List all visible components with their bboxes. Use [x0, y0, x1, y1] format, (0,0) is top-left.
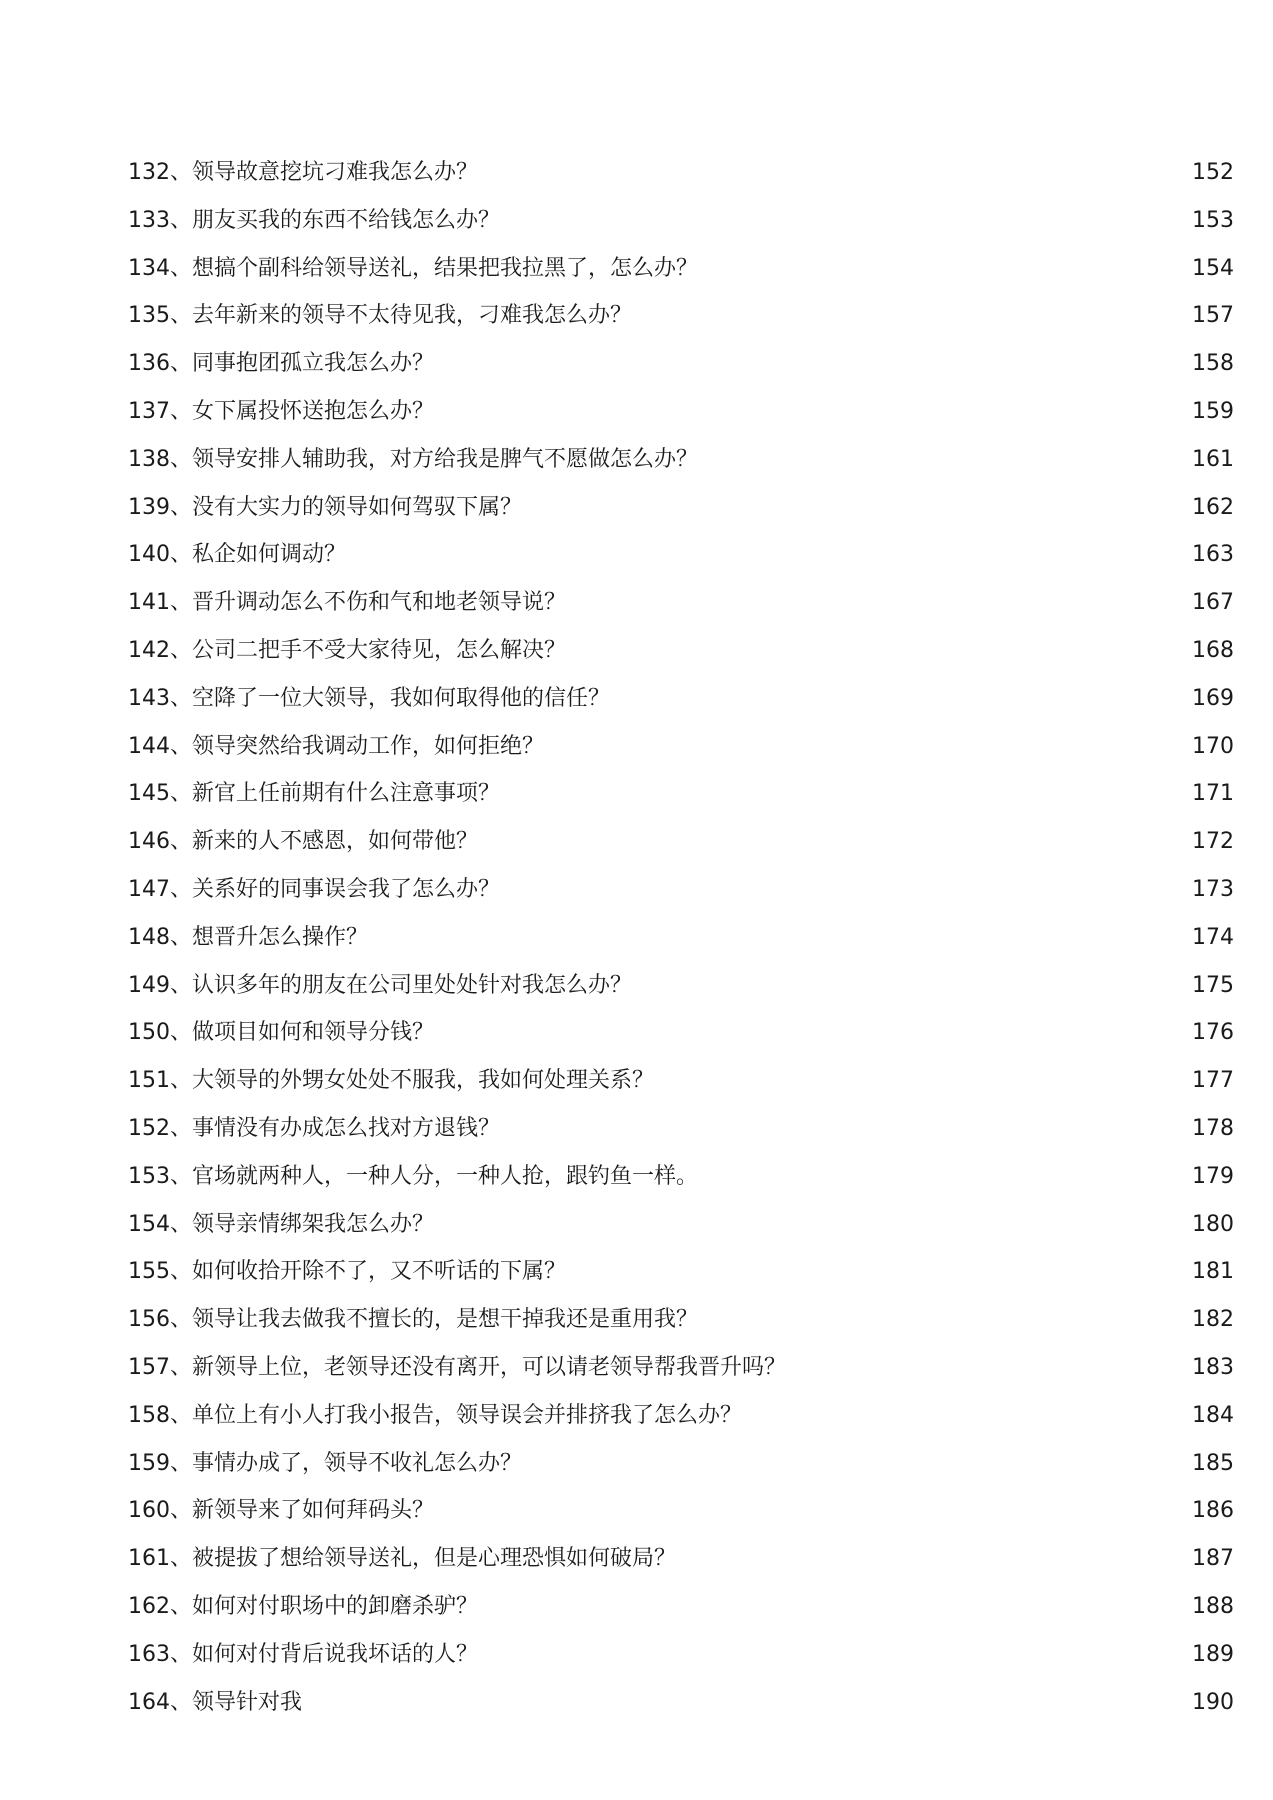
toc-entry-page: 181: [1192, 1259, 1234, 1285]
toc-entry[interactable]: [128, 1019, 1234, 1067]
toc-entry-page: 186: [1192, 1498, 1234, 1524]
toc-entry-title: 139、没有大实力的领导如何驾驭下属？: [128, 494, 522, 520]
toc-entry-title: 134、想搞个副科给领导送礼，结果把我拉黑了，怎么办？: [128, 255, 698, 281]
toc-entry[interactable]: [128, 685, 1234, 733]
toc-entry-title: 157、新领导上位，老领导还没有离开，可以请老领导帮我晋升吗？: [128, 1354, 786, 1380]
toc-entry-title: 150、做项目如何和领导分钱？: [128, 1020, 434, 1046]
toc-entry-page: 162: [1192, 494, 1234, 520]
toc-entry-page: 170: [1192, 733, 1234, 759]
toc-entry[interactable]: [128, 733, 1234, 781]
toc-entry-title: 155、如何收拾开除不了，又不听话的下属？: [128, 1259, 566, 1285]
toc-entry[interactable]: [128, 207, 1234, 255]
toc-entry-title: 148、想晋升怎么操作？: [128, 924, 368, 950]
toc-entry[interactable]: [128, 1211, 1234, 1259]
toc-entry[interactable]: [128, 446, 1234, 494]
toc-entry-title: 144、领导突然给我调动工作，如何拒绝？: [128, 733, 544, 759]
toc-entry-page: 154: [1192, 255, 1234, 281]
toc-entry[interactable]: [128, 1593, 1234, 1641]
toc-entry-page: 152: [1192, 160, 1234, 185]
toc-entry-title: 135、去年新来的领导不太待见我，刁难我怎么办？: [128, 303, 632, 329]
toc-entry[interactable]: [128, 398, 1234, 446]
toc-entry-title: 137、女下属投怀送抱怎么办？: [128, 398, 434, 424]
toc-entry-title: 162、如何对付职场中的卸磨杀驴？: [128, 1593, 478, 1619]
toc-entry[interactable]: [128, 1067, 1234, 1115]
toc-entry-title: 146、新来的人不感恩，如何带他？: [128, 829, 478, 855]
toc-entry-title: 142、公司二把手不受大家待见，怎么解决？: [128, 637, 566, 663]
toc-entry-page: 176: [1192, 1020, 1234, 1046]
toc-entry[interactable]: [128, 350, 1234, 398]
toc-entry-page: 182: [1192, 1307, 1234, 1333]
toc-entry-page: 189: [1192, 1641, 1234, 1667]
toc-entry[interactable]: [128, 780, 1234, 828]
toc-entry[interactable]: [128, 541, 1234, 589]
toc-entry-title: 161、被提拔了想给领导送礼，但是心理恐惧如何破局？: [128, 1546, 676, 1572]
toc-entry[interactable]: [128, 637, 1234, 685]
toc-entry[interactable]: [128, 1354, 1234, 1402]
toc-entry[interactable]: [128, 159, 1234, 207]
toc-entry-page: 161: [1192, 446, 1234, 472]
toc-entry[interactable]: [128, 1689, 1234, 1737]
toc-entry-page: 163: [1192, 542, 1234, 568]
toc-entry-page: 158: [1192, 351, 1234, 377]
toc-entry-title: 145、新官上任前期有什么注意事项？: [128, 781, 500, 807]
toc-entry-page: 168: [1192, 637, 1234, 663]
toc-entry-title: 133、朋友买我的东西不给钱怎么办？: [128, 207, 500, 233]
toc-entry-page: 173: [1192, 876, 1234, 902]
toc-entry[interactable]: [128, 1258, 1234, 1306]
toc-entry-title: 147、关系好的同事误会我了怎么办？: [128, 876, 500, 902]
toc-entry-page: 179: [1192, 1163, 1234, 1189]
toc-entry-title: 138、领导安排人辅助我，对方给我是脾气不愿做怎么办？: [128, 446, 698, 472]
toc-entry-page: 159: [1192, 398, 1234, 424]
toc-entry-title: 149、认识多年的朋友在公司里处处针对我怎么办？: [128, 972, 632, 998]
toc-entry-page: 157: [1192, 303, 1234, 329]
toc-entry-page: 177: [1192, 1068, 1234, 1094]
toc-entry[interactable]: [128, 972, 1234, 1020]
toc-entry-title: 151、大领导的外甥女处处不服我，我如何处理关系？: [128, 1068, 654, 1094]
toc-entry-page: 178: [1192, 1115, 1234, 1141]
toc-entry[interactable]: [128, 1306, 1234, 1354]
toc-entry-title: 154、领导亲情绑架我怎么办？: [128, 1211, 434, 1237]
toc-entry-title: 140、私企如何调动？: [128, 542, 346, 568]
toc-entry-title: 141、晋升调动怎么不伤和气和地老领导说？: [128, 590, 566, 616]
toc-entry-title: 158、单位上有小人打我小报告，领导误会并排挤我了怎么办？: [128, 1402, 742, 1428]
toc-entry-page: 190: [1192, 1689, 1234, 1715]
toc-entry[interactable]: [128, 924, 1234, 972]
toc-entry[interactable]: [128, 1641, 1234, 1689]
toc-entry[interactable]: [128, 876, 1234, 924]
toc-entry-page: 171: [1192, 781, 1234, 807]
toc-entry-title: 159、事情办成了，领导不收礼怎么办？: [128, 1450, 522, 1476]
toc-entry-page: 187: [1192, 1546, 1234, 1572]
toc-entry-page: 180: [1192, 1211, 1234, 1237]
toc-entry-title: 163、如何对付背后说我坏话的人？: [128, 1641, 478, 1667]
toc-entry-page: 153: [1192, 207, 1234, 233]
toc-entry-title: 132、领导故意挖坑刁难我怎么办？: [128, 160, 478, 185]
toc-entry[interactable]: [128, 589, 1234, 637]
toc-entry[interactable]: [128, 494, 1234, 542]
toc-entry-page: 185: [1192, 1450, 1234, 1476]
toc-entry-page: 184: [1192, 1402, 1234, 1428]
toc-entry-title: 164、领导针对我: [128, 1689, 302, 1715]
toc-entry[interactable]: [128, 302, 1234, 350]
toc-entry-page: 183: [1192, 1354, 1234, 1380]
toc-entry[interactable]: [128, 1450, 1234, 1498]
toc-entry-page: 188: [1192, 1593, 1234, 1619]
toc-entry-page: 167: [1192, 590, 1234, 616]
toc-entry[interactable]: [128, 828, 1234, 876]
toc-entry-page: 169: [1192, 685, 1234, 711]
toc-entry-title: 156、领导让我去做我不擅长的，是想干掉我还是重用我？: [128, 1307, 698, 1333]
toc-entry-title: 152、事情没有办成怎么找对方退钱？: [128, 1115, 500, 1141]
toc-entry[interactable]: [128, 1545, 1234, 1593]
toc-entry[interactable]: [128, 1402, 1234, 1450]
table-of-contents: [128, 159, 1234, 1736]
toc-entry[interactable]: [128, 1163, 1234, 1211]
toc-entry-page: 172: [1192, 829, 1234, 855]
toc-entry-title: 153、官场就两种人，一种人分，一种人抢，跟钓鱼一样。: [128, 1163, 698, 1189]
toc-entry-title: 160、新领导来了如何拜码头？: [128, 1498, 434, 1524]
toc-entry-title: 136、同事抱团孤立我怎么办？: [128, 351, 434, 377]
toc-entry-title: 143、空降了一位大领导，我如何取得他的信任？: [128, 685, 610, 711]
toc-entry-page: 175: [1192, 972, 1234, 998]
toc-entry-page: 174: [1192, 924, 1234, 950]
toc-entry[interactable]: [128, 1497, 1234, 1545]
toc-entry[interactable]: [128, 1115, 1234, 1163]
toc-entry[interactable]: [128, 255, 1234, 303]
